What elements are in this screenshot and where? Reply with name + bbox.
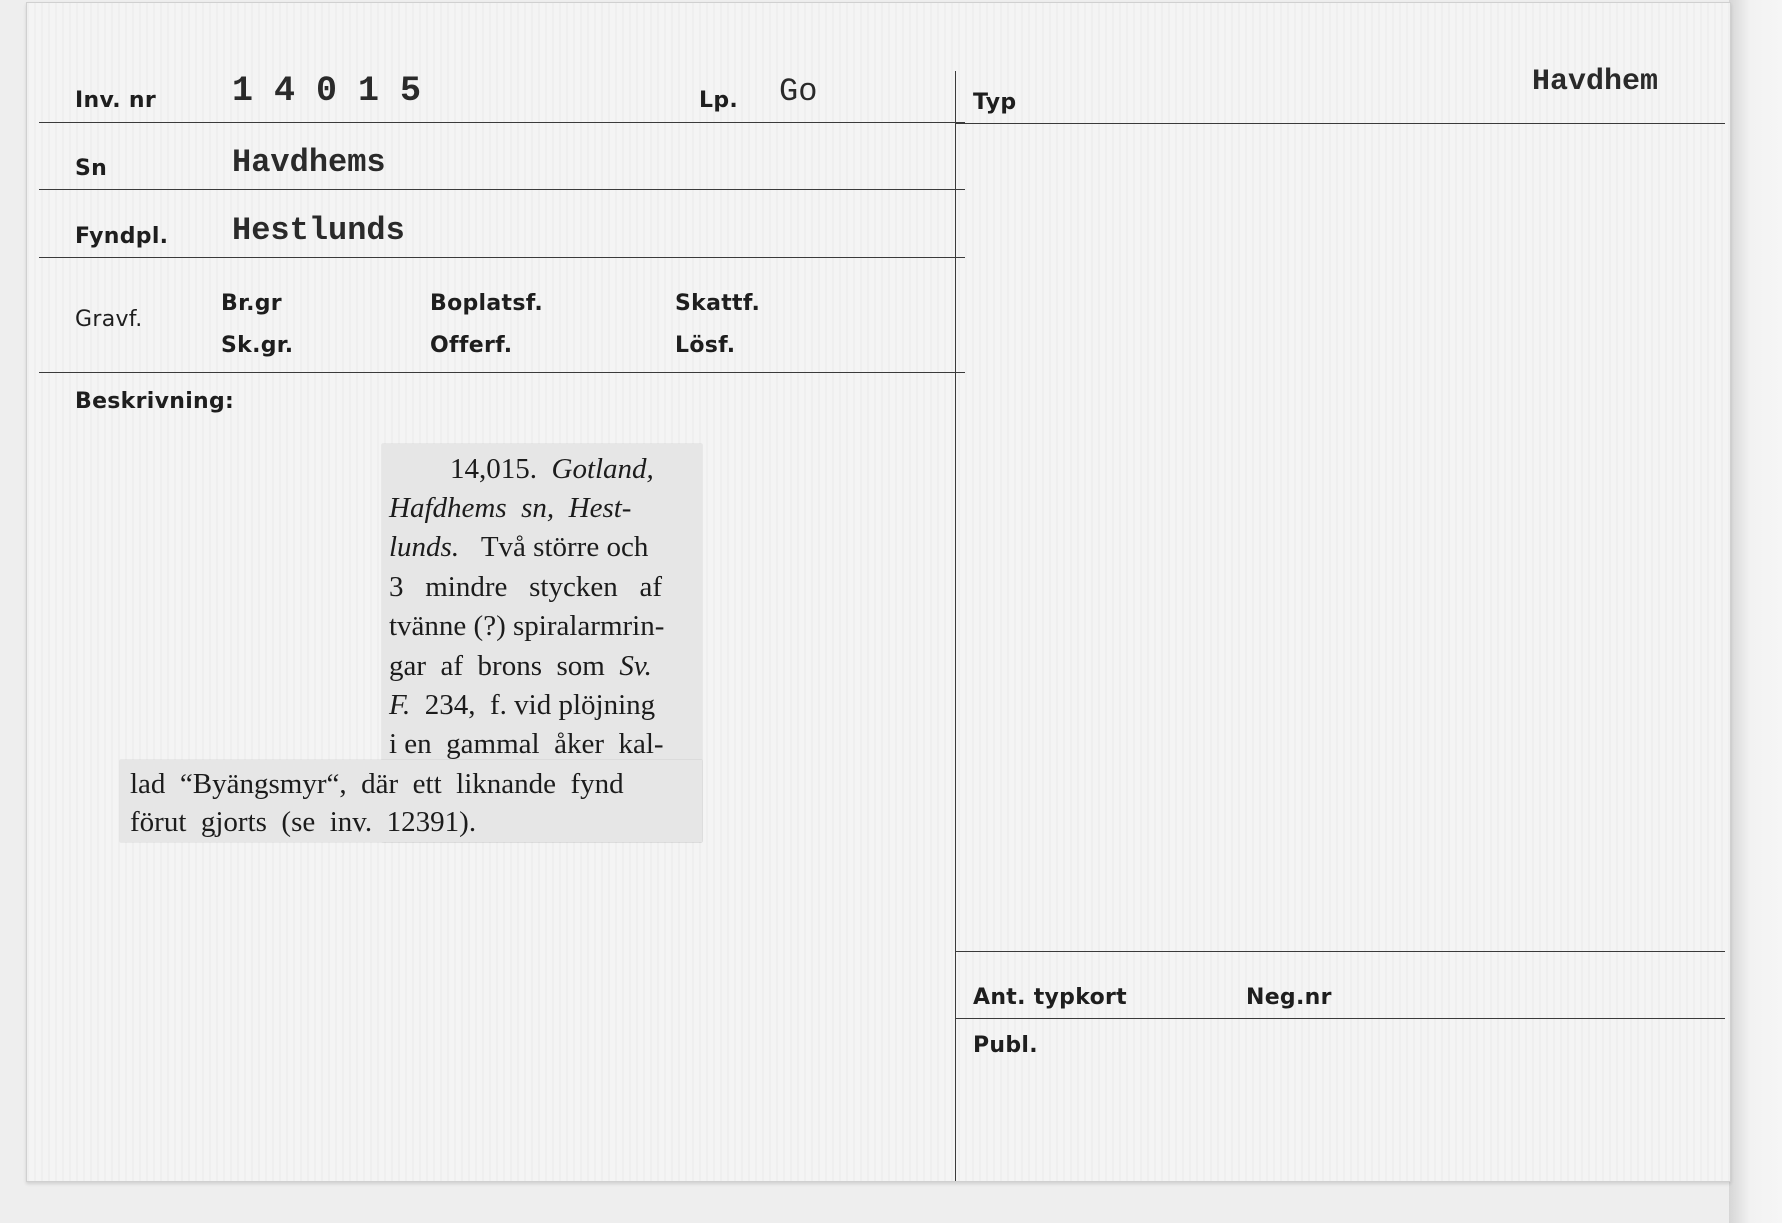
scan-edge-shadow xyxy=(1729,0,1782,1223)
inv-nr-value: 1 4 0 1 5 xyxy=(232,71,422,111)
rule-row-2 xyxy=(39,189,965,190)
column-divider xyxy=(955,71,956,1181)
clipping-line-3: lunds. Två större och xyxy=(389,531,649,563)
neg-nr-label: Neg.nr xyxy=(1246,985,1332,1010)
skgr-label: Sk.gr. xyxy=(221,333,294,358)
rule-row-4 xyxy=(39,372,965,373)
losf-label: Lösf. xyxy=(675,333,736,358)
clipping-line-6: gar af brons som Sv. xyxy=(389,650,652,682)
brgr-label: Br.gr xyxy=(221,291,282,316)
typ-label: Typ xyxy=(973,90,1017,115)
clipping-line-4: 3 mindre stycken af xyxy=(389,571,663,603)
rule-row-3 xyxy=(39,257,965,258)
sn-value: Havdhems xyxy=(232,144,386,181)
gravf-label: Gravf. xyxy=(75,307,143,332)
clipping-line-9: lad “Byängsmyr“, där ett liknande fynd xyxy=(130,768,624,800)
rule-row-1 xyxy=(39,122,965,123)
publ-label: Publ. xyxy=(973,1033,1038,1058)
typ-value: Havdhem xyxy=(1532,65,1659,99)
rule-typ xyxy=(955,123,1725,124)
clipping-line-8: i en gammal åker kal- xyxy=(389,728,664,760)
clipping-line-10: förut gjorts (se inv. 12391). xyxy=(130,806,477,838)
offerf-label: Offerf. xyxy=(430,333,513,358)
inv-nr-label: Inv. nr xyxy=(75,88,157,113)
beskrivning-label: Beskrivning: xyxy=(75,389,235,414)
rule-ant-top xyxy=(955,951,1725,952)
fyndpl-label: Fyndpl. xyxy=(75,224,169,249)
sn-label: Sn xyxy=(75,156,108,181)
lp-value: Go xyxy=(779,73,818,110)
clipping-line-5: tvänne (?) spiralarmrin- xyxy=(389,610,665,642)
catalog-card xyxy=(26,2,1731,1182)
lp-label: Lp. xyxy=(699,88,739,113)
boplatsf-label: Boplatsf. xyxy=(430,291,544,316)
ant-typkort-label: Ant. typkort xyxy=(973,985,1127,1010)
fyndpl-value: Hestlunds xyxy=(232,212,405,249)
rule-ant-bottom xyxy=(955,1018,1725,1019)
skattf-label: Skattf. xyxy=(675,291,761,316)
clipping-line-1: 14,015. Gotland, xyxy=(450,453,654,485)
clipping-line-2: Hafdhems sn, Hest- xyxy=(389,492,632,524)
clipping-line-7: F. 234, f. vid plöjning xyxy=(389,689,656,721)
